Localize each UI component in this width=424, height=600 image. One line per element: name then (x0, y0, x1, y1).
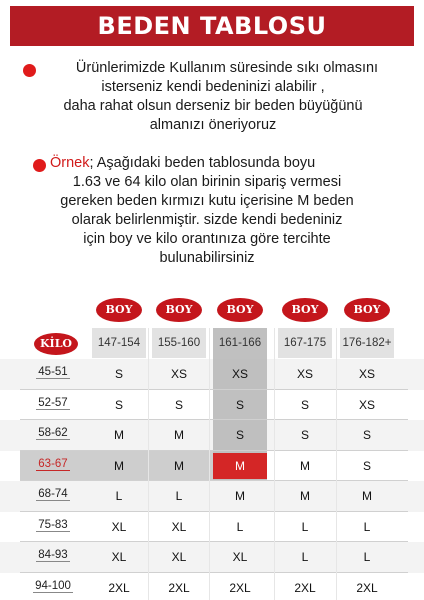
note-2-line: 1.63 ve 64 kilo olan birinin sipariş vermesi (72, 174, 342, 190)
size-cell: XL (111, 519, 127, 534)
size-cell: S (300, 428, 309, 442)
size-cell: S (235, 428, 244, 442)
weight-range-label: 45-51 (38, 366, 68, 378)
note-2-line: olarak belirlenmiştir. sizde kendi bedeniniz (71, 212, 343, 228)
row-divider (20, 450, 408, 451)
column-divider (336, 328, 337, 600)
kilo-badge: KİLO (34, 333, 78, 355)
height-range-header: 167-175 (278, 328, 332, 358)
size-cell: XL (111, 550, 127, 564)
row-divider (20, 572, 408, 573)
column-divider (148, 328, 149, 600)
boy-badge: BOY (217, 298, 263, 322)
weight-range-label: 75-83 (38, 518, 68, 531)
weight-range-label: 84-93 (38, 549, 68, 561)
bullet-icon (23, 64, 36, 77)
size-cell: S (174, 397, 183, 412)
boy-badge: BOY (156, 298, 202, 322)
weight-range-label: 94-100 (35, 579, 71, 592)
size-cell: XS (170, 367, 187, 381)
row-divider (20, 419, 408, 420)
note-1-line: almanızı öneriyoruz (149, 117, 277, 133)
size-cell: 2XL (108, 580, 130, 595)
note-1-line: Ürünlerimizde Kullanım süresinde sıkı olmasını (75, 60, 379, 76)
size-cell: L (236, 519, 244, 534)
note-1-line: daha rahat olsun derseniz bir beden büyüğünü (63, 98, 363, 114)
size-cell: M (174, 458, 184, 473)
size-cell: M (114, 458, 124, 473)
column-divider (274, 328, 275, 600)
size-cell: M (174, 428, 184, 442)
height-range-header: 147-154 (92, 328, 146, 358)
size-cell: 2XL (168, 580, 190, 595)
note-1-line: isterseniz kendi bedeninizi alabilir , (101, 79, 325, 95)
note-2-line: bulunabilirsiniz (159, 250, 255, 266)
size-cell: M (300, 489, 310, 503)
size-cell: L (175, 489, 183, 503)
size-cell: L (363, 519, 371, 534)
row-divider (20, 389, 408, 390)
note-2-line: gereken beden kırmızı kutu içerisine M beden (60, 193, 354, 209)
size-cell: XS (358, 367, 375, 381)
recommended-size-cell: M (213, 453, 267, 480)
size-cell: 2XL (356, 580, 378, 595)
size-cell: M (300, 458, 310, 473)
size-cell: XS (296, 367, 313, 381)
height-range-header: 155-160 (152, 328, 206, 358)
note-2-text: ; Aşağıdaki beden tablosunda boyu (89, 155, 316, 171)
weight-range-label: 52-57 (38, 396, 68, 409)
size-cell: 2XL (229, 580, 251, 595)
size-cell: XS (231, 367, 248, 381)
page-title: BEDEN TABLOSU (10, 6, 414, 46)
size-cell: S (114, 367, 123, 381)
size-cell: L (301, 519, 309, 534)
weight-range-label: 58-62 (38, 427, 68, 439)
size-cell: 2XL (294, 580, 316, 595)
weight-range-label: 68-74 (38, 488, 68, 500)
weight-range-label: 63-67 (38, 457, 68, 470)
size-cell: XL (171, 550, 187, 564)
size-cell: S (235, 397, 244, 412)
note-2-first-line (40, 154, 414, 173)
example-label: Örnek (50, 155, 90, 171)
column-divider (209, 328, 210, 600)
size-cell: S (300, 397, 309, 412)
size-cell: S (114, 397, 123, 412)
note-2 (40, 154, 414, 268)
boy-badge: BOY (282, 298, 328, 322)
size-cell: L (363, 550, 371, 564)
size-cell: XL (171, 519, 187, 534)
size-cell: XL (232, 550, 248, 564)
size-cell: M (235, 489, 245, 503)
boy-badge: BOY (344, 298, 390, 322)
note-1 (40, 59, 414, 135)
size-cell: L (301, 550, 309, 564)
size-cell: M (362, 489, 372, 503)
row-divider (20, 541, 408, 542)
row-divider (20, 511, 408, 512)
row-divider (20, 480, 408, 481)
boy-badge: BOY (96, 298, 142, 322)
size-cell: M (114, 428, 124, 442)
height-range-header: 176-182+ (340, 328, 394, 358)
size-cell: S (362, 458, 371, 473)
size-cell: XS (358, 397, 375, 412)
height-range-header: 161-166 (218, 337, 262, 349)
size-cell: L (115, 489, 123, 503)
note-2-line: için boy ve kilo orantınıza göre tercihte (83, 231, 331, 247)
size-cell: S (362, 428, 371, 442)
